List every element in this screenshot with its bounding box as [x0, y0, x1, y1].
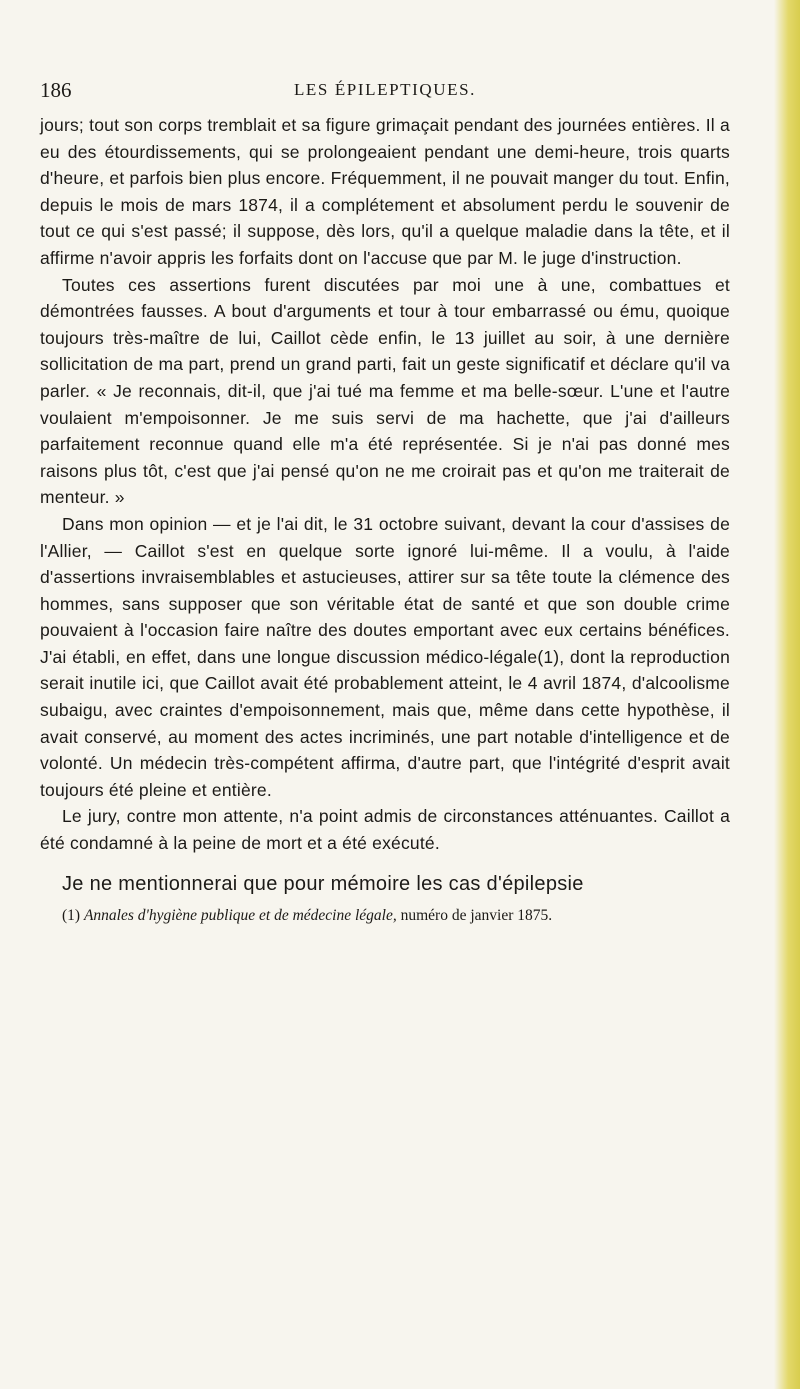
book-page: [40, 78, 730, 926]
page-header: [40, 78, 730, 108]
paragraph-1: jours; tout son corps tremblait et sa figure grimaçait pendant des journées entières. Il a eu des étourdissements, qui se prolongeaient pendant une demi-heure, trois quarts d'heure, et parfois bien plus encore. Fréquemment, il ne pouvait manger du tout. Enfin, depuis le mois de mars 1874, il a complétement et absolument perdu le souvenir de tout ce qui s'est passé; il suppose, dès lors, qu'il a quelque maladie dans la tête, et il affirme n'avoir appris les forfaits dont on l'accuse que par M. le juge d'instruction.: [40, 115, 730, 268]
page-number: 186: [40, 78, 72, 102]
page-edge-shadow: [774, 0, 800, 1389]
paragraph-2: Toutes ces assertions furent discutées par moi une à une, combattues et démontrées fausses. A bout d'arguments et tour à tour embarrassé ou ému, quoique toujours très-maître de lui, Caillot cède enfin, le 13 juillet au soir, à une dernière sollicitation de ma part, prend un grand parti, fait un geste significatif et déclare qu'il va parler. « Je reconnais, dit-il, que j'ai tué ma femme et ma belle-sœur. L'une et l'autre voulaient m'empoisonner. Je me suis servi de ma hachette, que j'ai d'ailleurs parfaitement reconnue quand elle m'a été représentée. Si je n'ai pas donné mes raisons plus tôt, c'est que j'ai pensé qu'on ne me croirait pas et qu'on me traiterait de menteur. »: [40, 274, 730, 508]
body-text: [40, 112, 730, 857]
paragraph-4: Le jury, contre mon attente, n'a point admis de circonstances atténuantes. Caillot a été condamné à la peine de mort et a été exécuté.: [40, 806, 730, 854]
footnote-title: Annales d'hygiène publique et de médecine légale,: [83, 906, 397, 924]
running-title: LES ÉPILEPTIQUES.: [293, 80, 477, 99]
footnote: [40, 905, 730, 926]
paragraph-3: Dans mon opinion — et je l'ai dit, le 31 octobre suivant, devant la cour d'assises de l'Allier, — Caillot s'est en quelque sorte ignoré lui-même. Il a voulu, à l'aide d'assertions invraisemblables et astucieuses, attirer sur sa tête toute la clémence des hommes, sans supposer que son véritable état de santé et que son double crime pouvaient à l'occasion faire naître des doutes emportant avec eux certains bénéfices. J'ai établi, en effet, dans une longue discussion médico-légale(1), dont la reproduction serait inutile ici, que Caillot avait été probablement atteint, le 4 avril 1874, d'alcoolisme subaigu, avec craintes d'empoisonnement, mais que, même dans cette hypothèse, il avait conservé, au moment des actes incriminés, une part notable d'intelligence et de volonté. Un médecin très-compétent affirma, d'autre part, que l'intégrité d'esprit avait toujours été pleine et entière.: [40, 513, 730, 800]
closing-line: Je ne mentionnerai que pour mémoire les cas d'épilepsie: [62, 872, 584, 895]
footnote-marker: (1): [62, 906, 81, 924]
footnote-rest: numéro de janvier 1875.: [400, 906, 553, 924]
